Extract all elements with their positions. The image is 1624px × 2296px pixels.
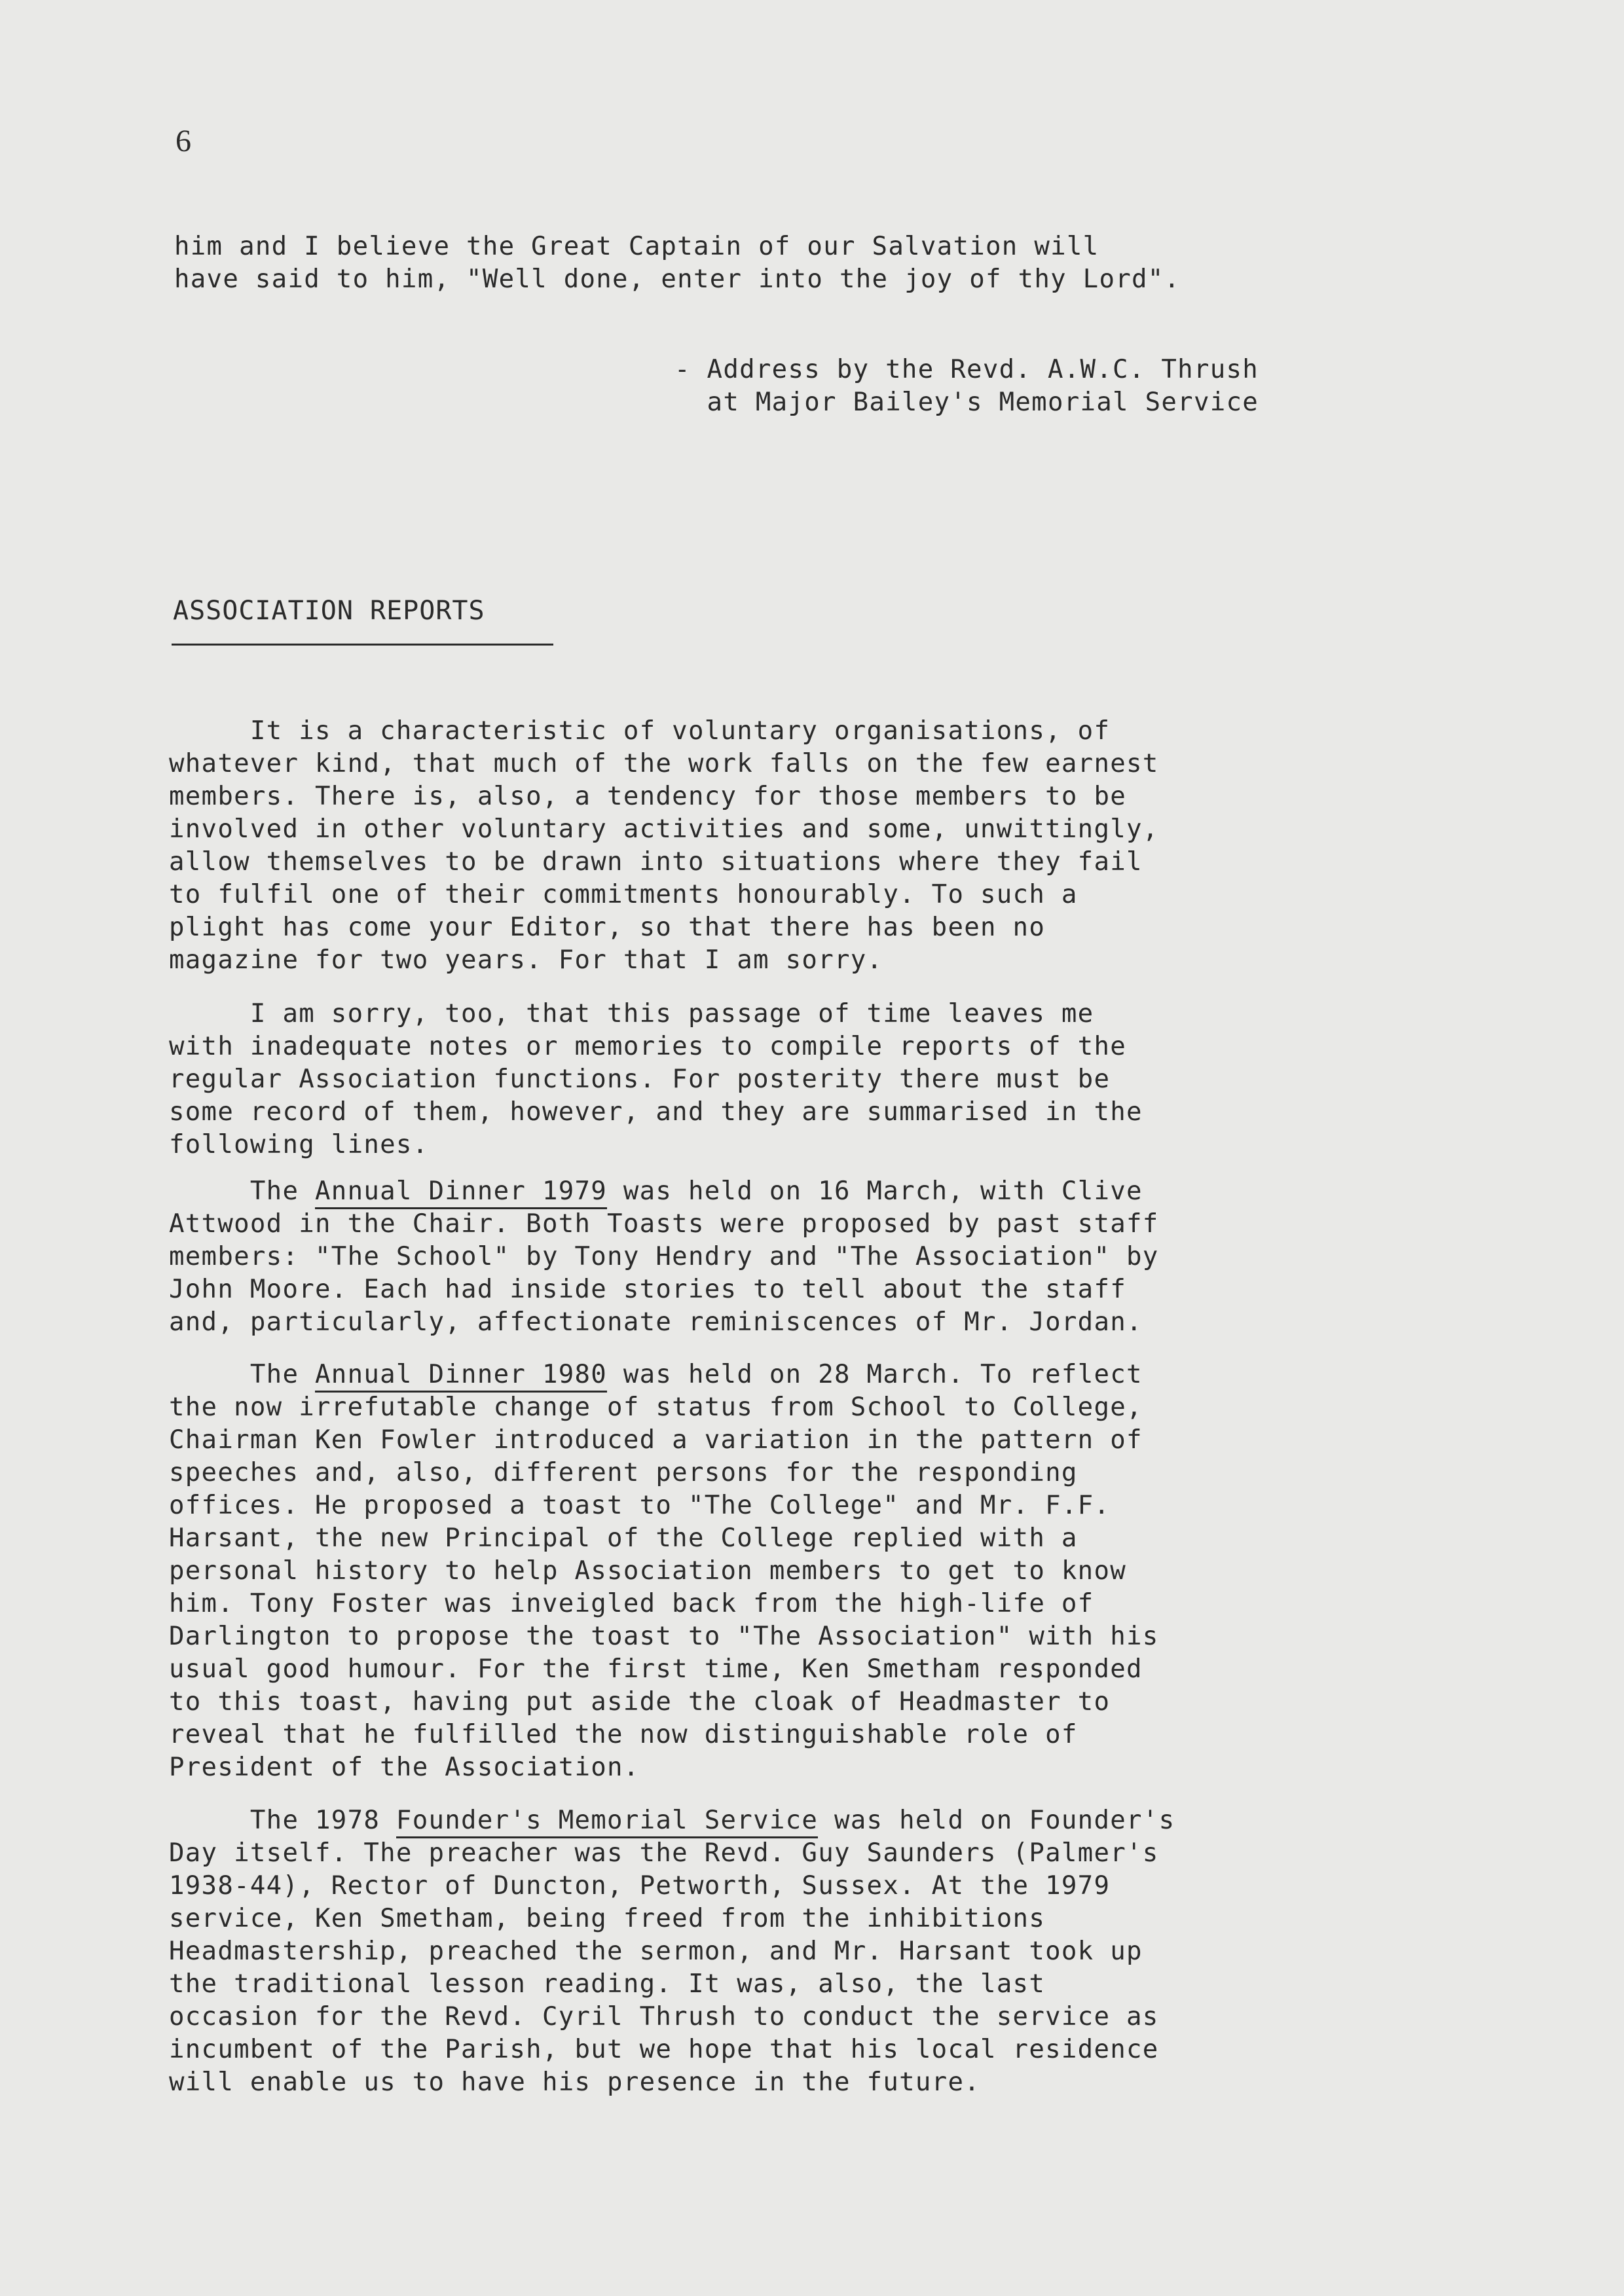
text-line: the now irrefutable change of status from School to College, (169, 1393, 1143, 1422)
paragraph-dinner-1979 (169, 1175, 1159, 1339)
underlined-event-title: Annual Dinner 1980 (315, 1360, 607, 1393)
text-line: members: "The School" by Tony Hendry and "The Association" by (169, 1242, 1159, 1271)
text-line: occasion for the Revd. Cyril Thrush to conduct the service as (169, 2002, 1159, 2032)
text-line: Attwood in the Chair. Both Toasts were proposed by past staff (169, 1209, 1159, 1239)
text-line: personal history to help Association members to get to know (169, 1556, 1127, 1586)
text-fragment: The (169, 1176, 316, 1206)
underlined-event-title: Annual Dinner 1979 (315, 1176, 607, 1209)
text-fragment: The 1978 (169, 1806, 396, 1835)
text-line: magazine for two years. For that I am sorry. (169, 945, 883, 975)
text-fragment: was held on Founder's (818, 1806, 1175, 1835)
text-line: speeches and, also, different persons for the responding (169, 1458, 1078, 1487)
text-line: Harsant, the new Principal of the College replied with a (169, 1523, 1078, 1553)
text-line: President of the Association. (169, 1753, 640, 1782)
text-line (169, 1804, 1175, 1837)
text-fragment: was held on 28 March. To reflect (607, 1360, 1143, 1389)
text-line: allow themselves to be drawn into situations where they fail (169, 847, 1143, 877)
text-line: to fulfil one of their commitments honourably. To such a (169, 880, 1078, 909)
text-line (169, 1175, 1159, 1208)
text-fragment: The (169, 1360, 316, 1389)
text-line: John Moore. Each had inside stories to tell about the staff (169, 1275, 1127, 1304)
text-line: It is a characteristic of voluntary organisations, of (169, 716, 1111, 746)
text-line: to this toast, having put aside the cloak of Headmaster to (169, 1687, 1111, 1717)
text-line: with inadequate notes or memories to compile reports of the (169, 1032, 1127, 1061)
text-line: I am sorry, too, that this passage of time leaves me (169, 999, 1094, 1029)
text-line: will enable us to have his presence in the future. (169, 2068, 980, 2097)
text-line: offices. He proposed a toast to "The College" and Mr. F.F. (169, 1491, 1111, 1520)
paragraph-records (169, 998, 1143, 1161)
text-line: following lines. (169, 1130, 429, 1159)
text-line: Day itself. The preacher was the Revd. Guy Saunders (Palmer's (169, 1838, 1159, 1868)
text-line: Darlington to propose the toast to "The Association" with his (169, 1622, 1159, 1651)
text-line: reveal that he fulfilled the now distinguishable role of (169, 1720, 1078, 1749)
text-line: Chairman Ken Fowler introduced a variation in the pattern of (169, 1425, 1143, 1455)
quote-block (174, 230, 1180, 296)
text-line: plight has come your Editor, so that there has been no (169, 913, 1046, 942)
text-fragment: was held on 16 March, with Clive (607, 1176, 1143, 1206)
text-line: the traditional lesson reading. It was, also, the last (169, 1969, 1046, 1999)
paragraph-memorial-service (169, 1804, 1175, 2099)
text-line: usual good humour. For the first time, Ken Smetham responded (169, 1654, 1143, 1684)
text-line: incumbent of the Parish, but we hope that his local residence (169, 2035, 1159, 2064)
section-heading: ASSOCIATION REPORTS (173, 596, 485, 626)
paragraph-dinner-1980 (169, 1358, 1159, 1784)
paragraph-editor-apology (169, 715, 1159, 977)
attribution-line: - Address by the Revd. A.W.C. Thrush (674, 355, 1259, 384)
text-line (169, 1358, 1159, 1391)
page-number: 6 (175, 124, 191, 158)
text-line: and, particularly, affectionate reminiscences of Mr. Jordan. (169, 1307, 1143, 1337)
text-line: whatever kind, that much of the work falls on the few earnest (169, 749, 1159, 778)
text-line: service, Ken Smetham, being freed from the inhibitions (169, 1904, 1046, 1933)
text-line: him. Tony Foster was inveigled back from the high-life of (169, 1589, 1094, 1618)
text-line: regular Association functions. For posterity there must be (169, 1065, 1111, 1094)
text-line: 1938-44), Rector of Duncton, Petworth, Sussex. At the 1979 (169, 1871, 1111, 1901)
quote-line: have said to him, "Well done, enter into the joy of thy Lord". (174, 264, 1181, 294)
text-line: Headmastership, preached the sermon, and Mr. Harsant took up (169, 1937, 1143, 1966)
quote-attribution (674, 354, 1259, 419)
quote-line: him and I believe the Great Captain of our Salvation will (174, 232, 1099, 261)
text-line: some record of them, however, and they are summarised in the (169, 1097, 1143, 1127)
underlined-event-title: Founder's Memorial Service (396, 1806, 818, 1838)
attribution-line: at Major Bailey's Memorial Service (674, 388, 1259, 417)
heading-underline (172, 644, 553, 646)
text-line: members. There is, also, a tendency for those members to be (169, 782, 1127, 811)
text-line: involved in other voluntary activities and some, unwittingly, (169, 814, 1159, 844)
